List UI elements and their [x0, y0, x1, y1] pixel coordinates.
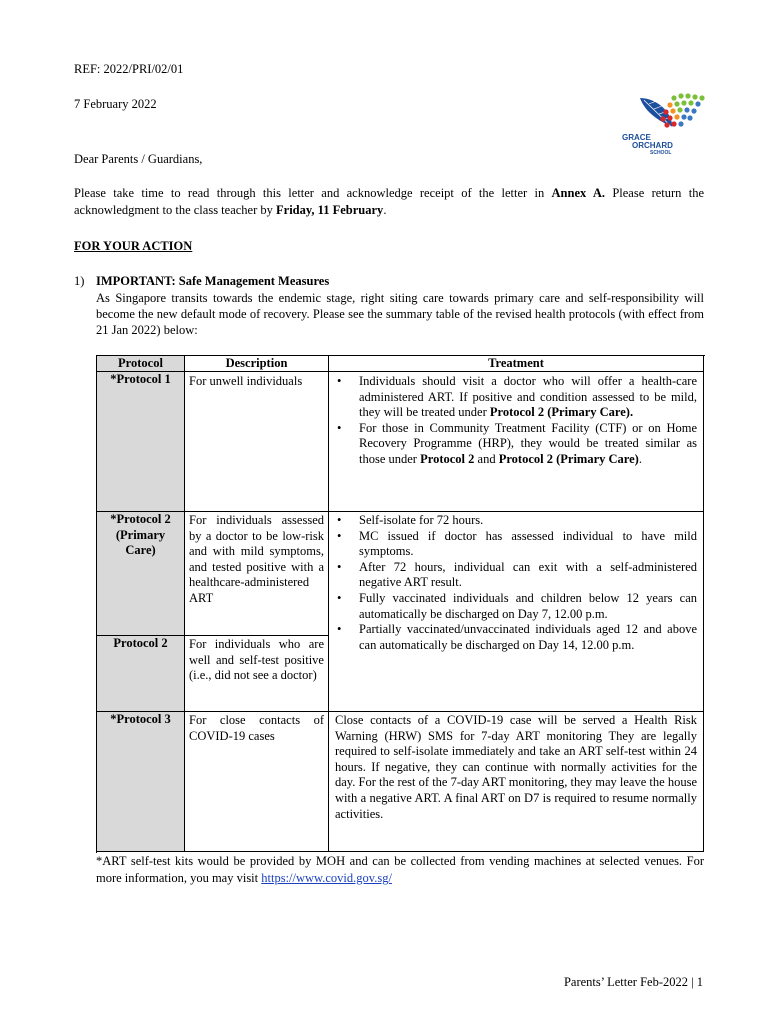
table-row-protocol-2-primary: [97, 512, 185, 636]
annex-ref: Annex A.: [551, 186, 606, 200]
treatment-emphasis: Protocol 2: [420, 451, 475, 466]
treatment-emphasis: Protocol 2 (Primary Care): [498, 451, 639, 466]
protocol-table: [96, 355, 705, 853]
footnote-text: *ART self-test kits would be provided by MOH and can be collected from vending machines at selected venues. For more information, you may visit: [96, 854, 704, 885]
logo-text-school: SCHOOL: [650, 150, 672, 156]
table-row-protocol-3: [97, 712, 185, 852]
item-body: As Singapore transits towards the endemic stage, right siting care towards primary care and self-responsibility will become the new default mode of recovery. Please see the summary table of the revised health protocols (with effect from 21 Jan 2022) below:: [96, 291, 704, 337]
description-cell: [185, 372, 329, 512]
protocol-label: *Protocol 3: [110, 712, 171, 726]
description-text: For individuals who are well and self-test positive (i.e., did not see a doctor): [189, 637, 324, 683]
intro-text: Please take time to read through this letter and acknowledge receipt of the letter in: [74, 186, 552, 200]
deadline: Friday, 11 February: [276, 203, 384, 217]
item-title: IMPORTANT: Safe Management Measures: [96, 274, 330, 288]
logo-text-orchard: ORCHARD: [632, 141, 673, 150]
description-cell: [185, 512, 329, 636]
treatment-text: For those in Community Treatment Facility (CTF) or on Home Recovery Programme (HRP), they would be treated similar as those under: [359, 420, 697, 466]
list-item: [331, 421, 697, 468]
intro-paragraph: [74, 185, 704, 219]
treatment-text: Close contacts of a COVID-19 case will be served a Health Risk Warning (HRW) SMS for 7-day ART monitoring They are legally required to self-isolate immediately and take an ART self-test within 24 hours. If negative, they can continue with normally activities for the day. For the rest of the 7-day ART monitoring, they may leave the house with a negative ART. A final ART on D7 is required to resume normally activities.: [335, 713, 697, 821]
list-item: • Fully vaccinated individuals and children below 12 years can automatically be discharged on Day 7, 12.00 p.m.: [331, 591, 697, 622]
description-text: For close contacts of COVID-19 cases: [189, 713, 324, 743]
protocol-label: *Protocol 2 (Primary Care): [110, 512, 171, 558]
header-description: Description: [185, 356, 329, 372]
list-item: [331, 374, 697, 421]
intro-text: .: [383, 203, 387, 217]
item-number: 1): [74, 274, 85, 288]
letter-date: 7 February 2022: [74, 97, 157, 111]
treatment-cell: [329, 712, 704, 852]
page-footer: Parents’ Letter Feb-2022 | 1: [563, 975, 703, 989]
section-heading: FOR YOUR ACTION: [74, 239, 193, 253]
treatment-text: and: [474, 451, 499, 466]
treatment-list: [331, 513, 697, 653]
school-logo: [618, 92, 708, 160]
header-protocol: Protocol: [97, 356, 185, 372]
description-cell: [185, 712, 329, 852]
table-row-protocol-2: [97, 636, 185, 712]
list-item: • After 72 hours, individual can exit with a self-administered negative ART result.: [331, 560, 697, 591]
list-item: • MC issued if doctor has assessed individual to have mild symptoms.: [331, 529, 697, 560]
reference-number: REF: 2022/PRI/02/01: [74, 62, 184, 76]
treatment-emphasis: Protocol 2 (Primary Care).: [489, 405, 634, 420]
treatment-text: .: [638, 451, 642, 466]
header-treatment: Treatment: [329, 356, 704, 372]
treatment-cell: [329, 512, 704, 712]
footnote: [96, 853, 704, 887]
treatment-text: Individuals should visit a doctor who will offer a health-care administered ART. If positive and condition assessed to be mild, they will be treated under: [359, 374, 697, 420]
treatment-cell: [329, 372, 704, 512]
intro-text: Please return the acknowledgment to the class teacher by: [74, 186, 704, 217]
salutation: Dear Parents / Guardians,: [74, 152, 203, 166]
covid-website-link[interactable]: https://www.covid.gov.sg/: [261, 871, 392, 885]
list-item: • Self-isolate for 72 hours.: [331, 513, 697, 529]
list-item: • Partially vaccinated/unvaccinated individuals aged 12 and above can automatically be discharged on Day 14, 12.00 p.m.: [331, 622, 697, 653]
description-text: For unwell individuals: [189, 374, 303, 388]
table-row-protocol-1: [97, 372, 185, 512]
protocol-label: *Protocol 1: [110, 372, 171, 386]
logo-text-grace: GRACE: [622, 133, 651, 142]
description-cell: [185, 636, 329, 712]
treatment-list: [331, 374, 697, 468]
description-text: For individuals assessed by a doctor to be low-risk and with mild symptoms, and tested positive with a healthcare-administered ART: [189, 513, 324, 605]
protocol-label: Protocol 2: [113, 636, 168, 650]
